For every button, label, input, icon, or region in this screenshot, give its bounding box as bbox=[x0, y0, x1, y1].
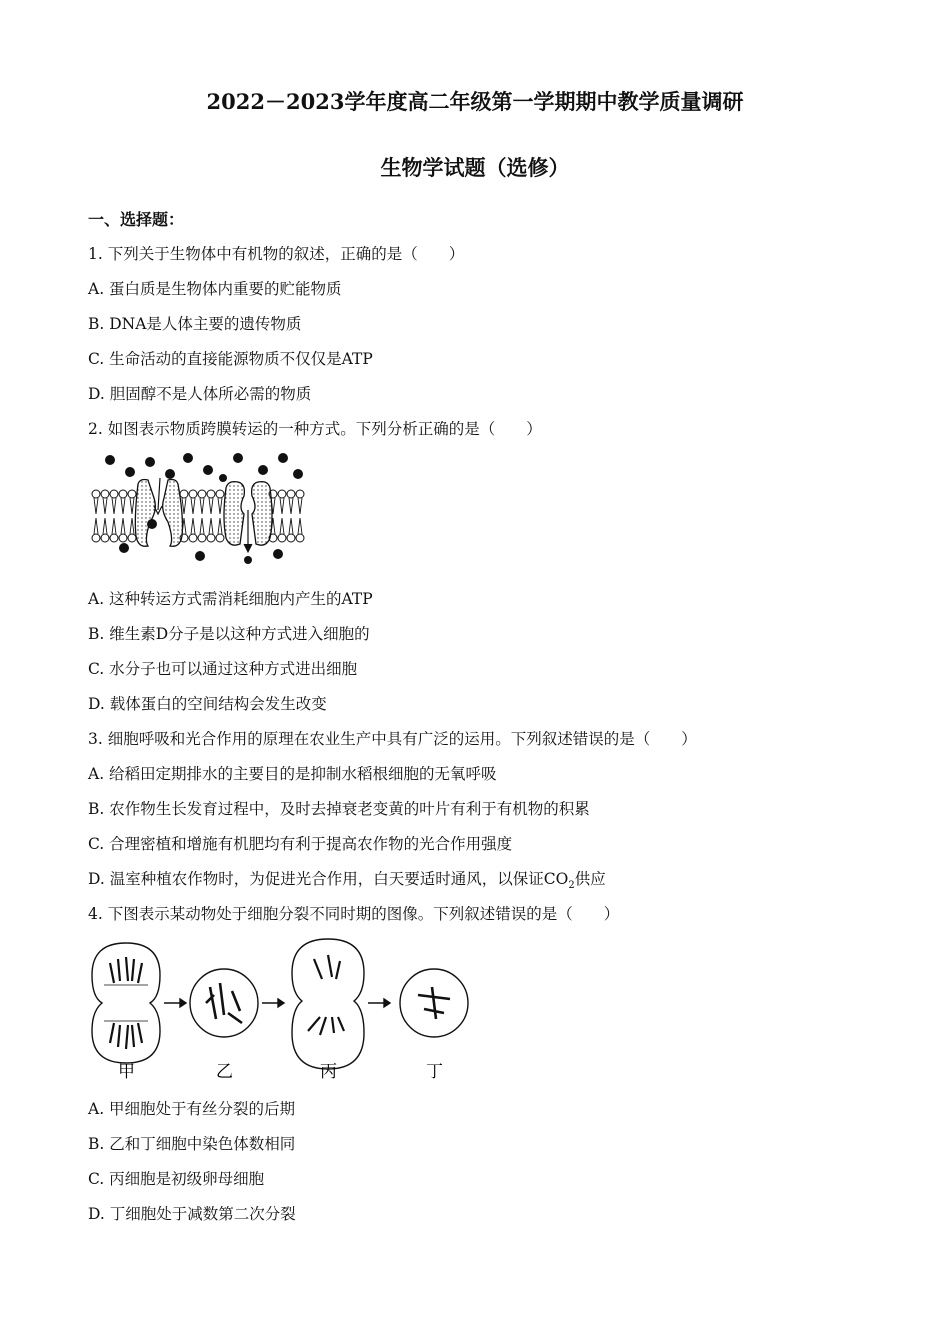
solute-molecules-outside bbox=[105, 453, 303, 482]
cell-ding bbox=[400, 969, 468, 1037]
question-3-option-b: B. 农作物生长发育过程中，及时去掉衰老变黄的叶片有利于有机物的积累 bbox=[88, 800, 590, 818]
question-3-option-a: A. 给稻田定期排水的主要目的是抑制水稻根细胞的无氧呼吸 bbox=[88, 765, 497, 783]
question-4-option-b: B. 乙和丁细胞中染色体数相同 bbox=[88, 1135, 296, 1153]
lipid-bilayer-bottom bbox=[92, 534, 304, 542]
question-2-option-a: A. 这种转运方式需消耗细胞内产生的ATP bbox=[88, 590, 373, 608]
question-2-option-b: B. 维生素D分子是以这种方式进入细胞的 bbox=[88, 625, 370, 643]
question-1-option-b: B. DNA是人体主要的遗传物质 bbox=[88, 315, 302, 333]
question-1-option-d: D. 胆固醇不是人体所必需的物质 bbox=[88, 385, 312, 403]
page-title: 2022－2023学年度高二年级第一学期期中教学质量调研 bbox=[206, 89, 744, 114]
membrane-transport-figure bbox=[88, 448, 313, 568]
question-2-option-d: D. 载体蛋白的空间结构会发生改变 bbox=[88, 695, 327, 713]
figure-label-bing: 丙 bbox=[320, 1062, 337, 1082]
question-4-option-a: A. 甲细胞处于有丝分裂的后期 bbox=[88, 1100, 296, 1118]
question-4-option-c: C. 丙细胞是初级卵母细胞 bbox=[88, 1170, 265, 1188]
question-1-option-a: A. 蛋白质是生物体内重要的贮能物质 bbox=[88, 280, 342, 298]
cell-bing bbox=[292, 939, 364, 1069]
question-1-stem: 1. 下列关于生物体中有机物的叙述，正确的是（ ） bbox=[88, 245, 465, 263]
question-1-option-c: C. 生命活动的直接能源物质不仅仅是ATP bbox=[88, 350, 373, 368]
figure-label-yi: 乙 bbox=[216, 1062, 233, 1082]
cell-jia bbox=[92, 943, 160, 1063]
lipid-bilayer-top bbox=[92, 490, 304, 498]
question-3-option-c: C. 合理密植和增施有机肥均有利于提高农作物的光合作用强度 bbox=[88, 835, 513, 853]
cell-division-figure bbox=[88, 935, 473, 1083]
cell-yi bbox=[190, 969, 258, 1037]
bound-solute bbox=[147, 519, 157, 529]
question-3-stem: 3. 细胞呼吸和光合作用的原理在农业生产中具有广泛的运用。下列叙述错误的是（ ） bbox=[88, 730, 697, 748]
question-2-stem: 2. 如图表示物质跨膜转运的一种方式。下列分析正确的是（ ） bbox=[88, 420, 542, 438]
page-subtitle: 生物学试题（选修） bbox=[380, 155, 570, 180]
question-4-option-d: D. 丁细胞处于减数第二次分裂 bbox=[88, 1205, 296, 1223]
figure-label-ding: 丁 bbox=[426, 1062, 443, 1082]
question-4-stem: 4. 下图表示某动物处于细胞分裂不同时期的图像。下列叙述错误的是（ ） bbox=[88, 905, 620, 923]
section-heading: 一、选择题： bbox=[88, 210, 185, 229]
question-2-option-c: C. 水分子也可以通过这种方式进出细胞 bbox=[88, 660, 358, 678]
figure-label-jia: 甲 bbox=[118, 1062, 135, 1082]
question-3-option-d: D. 温室种植农作物时，为促进光合作用，白天要适时通风，以保证$CO_2$供应 bbox=[88, 870, 606, 892]
